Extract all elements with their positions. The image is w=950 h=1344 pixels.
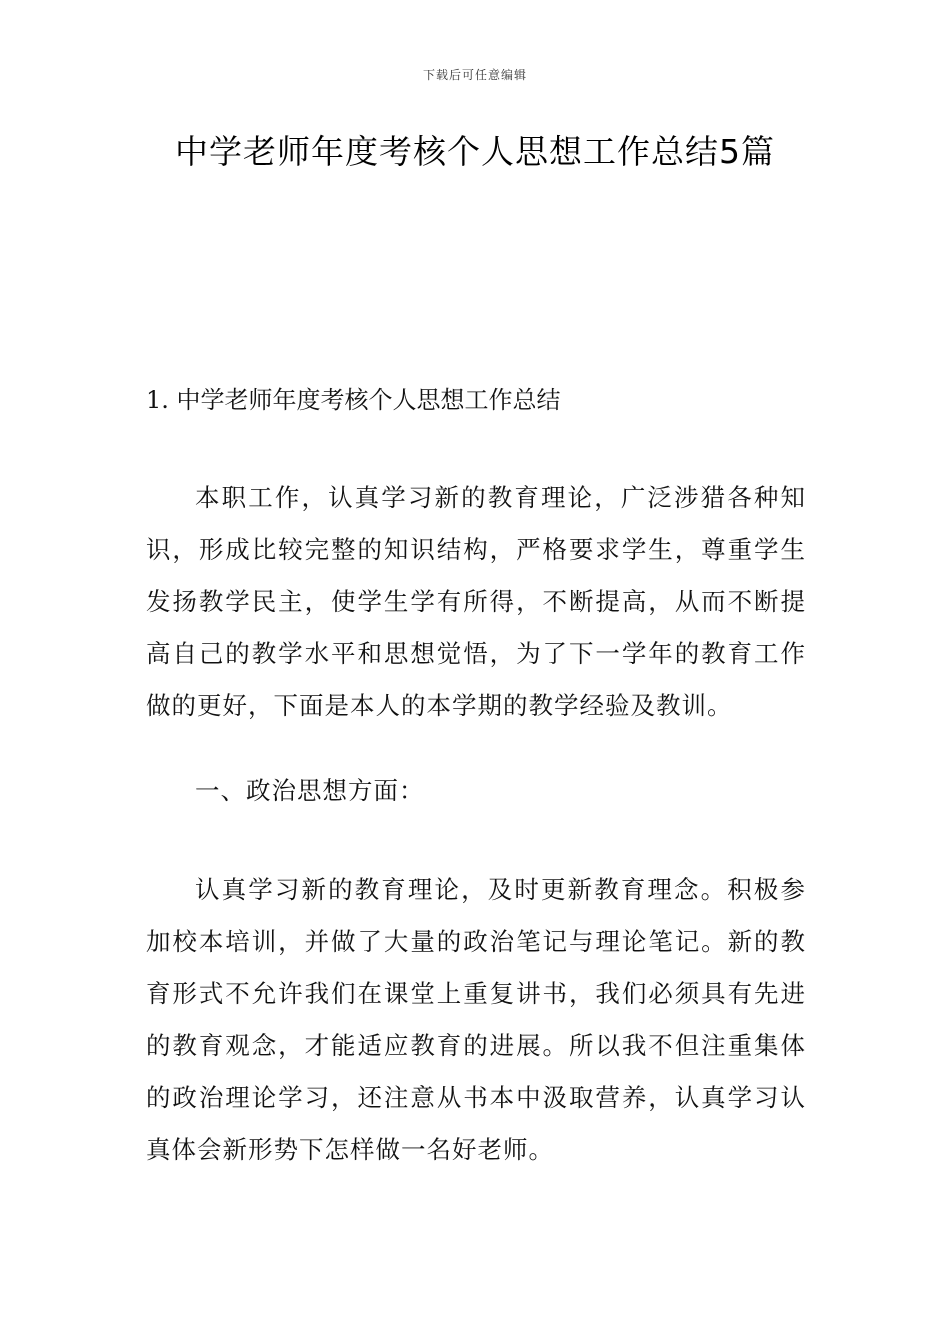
section-heading: 1. 中学老师年度考核个人思想工作总结 (146, 386, 561, 414)
document-title: 中学老师年度考核个人思想工作总结5篇 (175, 132, 775, 171)
intro-paragraph: 本职工作，认真学习新的教育理论，广泛涉猎各种知识，形成比较完整的知识结构，严格要求学生，尊重学生发扬教学民主，使学生学有所得，不断提高，从而不断提高自己的教学水平和思想觉悟，为了下一学年的教育工作做的更好，下面是本人的本学期的教学经验及教训。 (146, 483, 806, 720)
politics-subheading: 一、政治思想方面： (195, 776, 425, 805)
politics-paragraph: 认真学习新的教育理论，及时更新教育理念。积极参加校本培训，并做了大量的政治笔记与理论笔记。新的教育形式不允许我们在课堂上重复讲书，我们必须具有先进的教育观念，才能适应教育的进展。所以我不但注重集体的政治理论学习，还注意从书本中汲取营养，认真学习认真体会新形势下怎样做一名好老师。 (146, 875, 806, 1164)
header-note: 下载后可任意编辑 (422, 68, 527, 82)
